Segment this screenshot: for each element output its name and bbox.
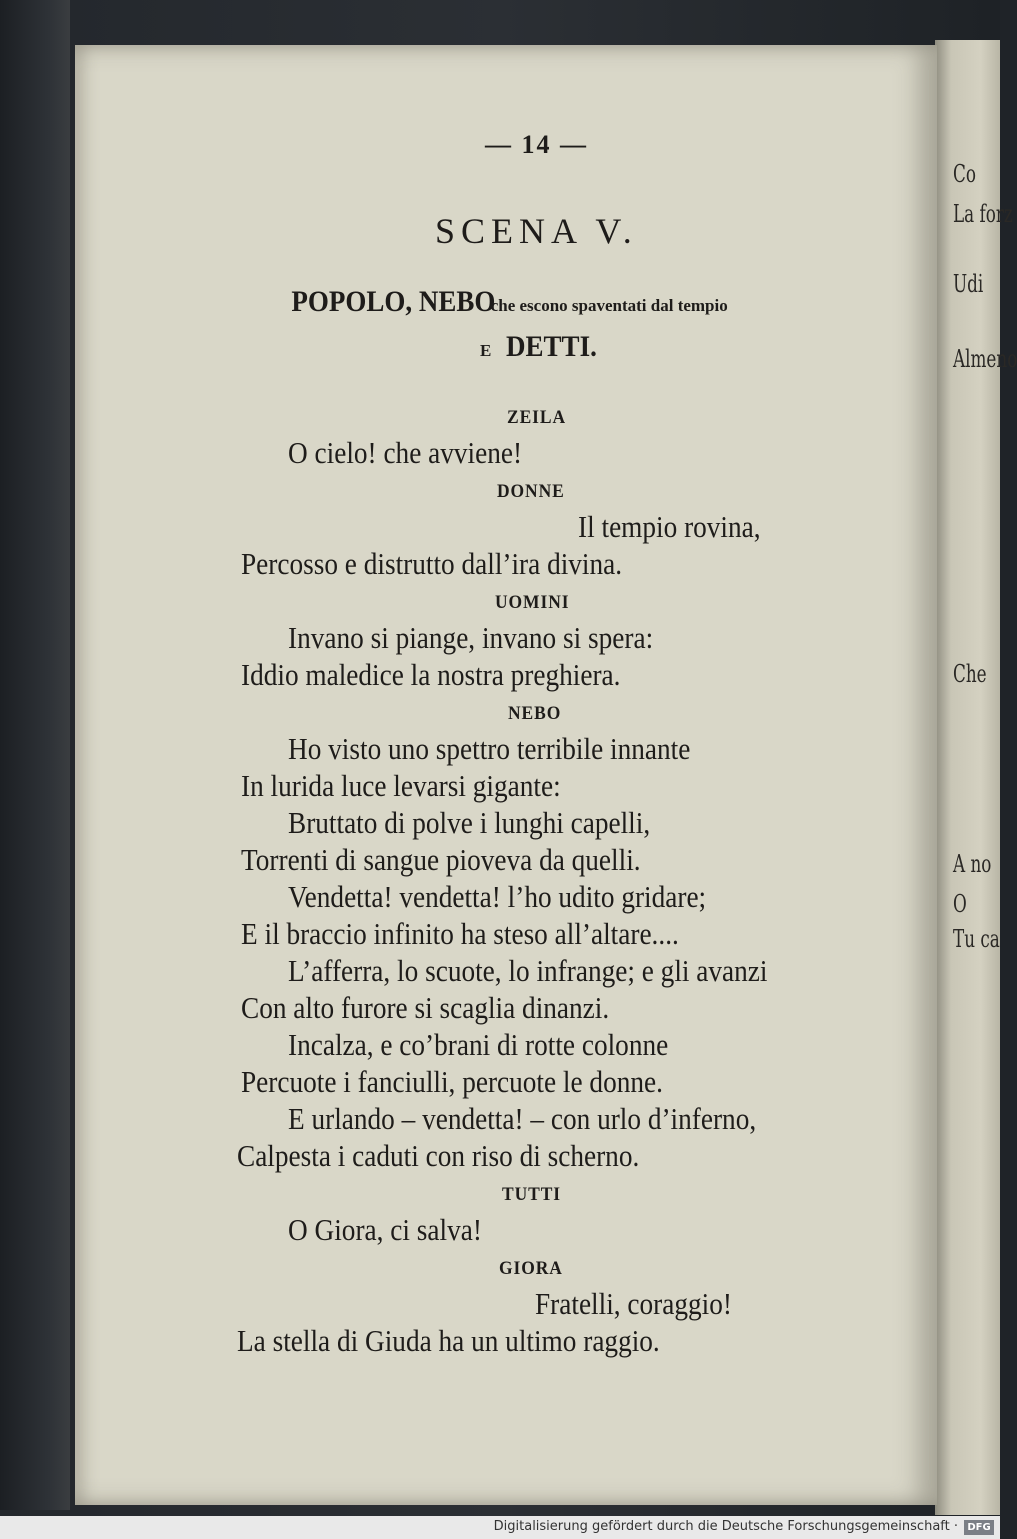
speaker-name: DONNE	[497, 481, 565, 502]
book-page	[75, 45, 937, 1505]
adjacent-fragment: Tu ca	[953, 925, 1000, 953]
characters-heading: POPOLO, NEBO	[291, 285, 496, 318]
stage-direction: che escono spaventati dal tempio	[490, 296, 728, 315]
adjacent-page	[935, 40, 1017, 1515]
verse-line: Percosso e distrutto dall’ira divina.	[241, 546, 623, 581]
dfg-logo: DFG	[964, 1520, 994, 1535]
verse-line: La stella di Giuda ha un ultimo raggio.	[237, 1323, 660, 1358]
adjacent-fragment: Co	[953, 160, 976, 188]
verse-line: E il braccio infinito ha steso all’altare....	[241, 916, 679, 951]
verse-line: Fratelli, coraggio!	[535, 1286, 732, 1321]
characters-heading: DETTI.	[506, 330, 598, 363]
speaker-name: TUTTI	[502, 1184, 562, 1205]
verse-line: O cielo! che avviene!	[288, 435, 523, 470]
scene-title: SCENA V.	[435, 211, 638, 251]
verse-line: Percuote i fanciulli, percuote le donne.	[241, 1064, 663, 1099]
verse-line: Ho visto uno spettro terribile innante	[288, 731, 691, 766]
page-number: — 14 —	[485, 130, 588, 159]
book-binding	[0, 0, 70, 1510]
adjacent-fragment: Udi	[953, 270, 984, 298]
verse-line: Bruttato di polve i lunghi capelli,	[288, 805, 651, 840]
adjacent-fragment: Che	[953, 660, 987, 688]
verse-line: L’afferra, lo scuote, lo infrange; e gli avanzi	[288, 953, 768, 988]
verse-line: Vendetta! vendetta! l’ho udito gridare;	[288, 879, 707, 914]
adjacent-fragment: La forz	[953, 200, 1013, 228]
verse-line: Iddio maledice la nostra preghiera.	[241, 657, 621, 692]
verse-line: O Giora, ci salva!	[288, 1212, 482, 1247]
verse-line: Incalza, e co’brani di rotte colonne	[288, 1027, 669, 1062]
speaker-name: GIORA	[499, 1258, 563, 1279]
verse-line: Il tempio rovina,	[578, 509, 761, 544]
verse-line: Calpesta i caduti con riso di scherno.	[237, 1138, 640, 1173]
verse-line: Invano si piange, invano si spera:	[288, 620, 654, 655]
speaker-name: NEBO	[508, 703, 562, 724]
verse-line: In lurida luce levarsi gigante:	[241, 768, 561, 803]
speaker-name: ZEILA	[507, 407, 567, 428]
adjacent-fragment: Almeno	[953, 345, 1017, 373]
scene-heading-line-1	[280, 285, 728, 319]
footer-bar	[0, 1516, 1000, 1539]
adjacent-fragment: O	[953, 890, 967, 918]
verse-line: E urlando – vendetta! – con urlo d’inferno,	[288, 1101, 757, 1136]
verse-line: Torrenti di sangue pioveva da quelli.	[241, 842, 641, 877]
verse-line: Con alto furore si scaglia dinanzi.	[241, 990, 610, 1025]
scene-heading-line-2	[480, 330, 602, 364]
conjunction: E	[480, 341, 492, 360]
funding-note: Digitalisierung gefördert durch die Deutsche Forschungsgemeinschaft ·	[493, 1519, 958, 1534]
speaker-name: UOMINI	[495, 592, 570, 613]
adjacent-fragment: A no	[953, 850, 992, 878]
